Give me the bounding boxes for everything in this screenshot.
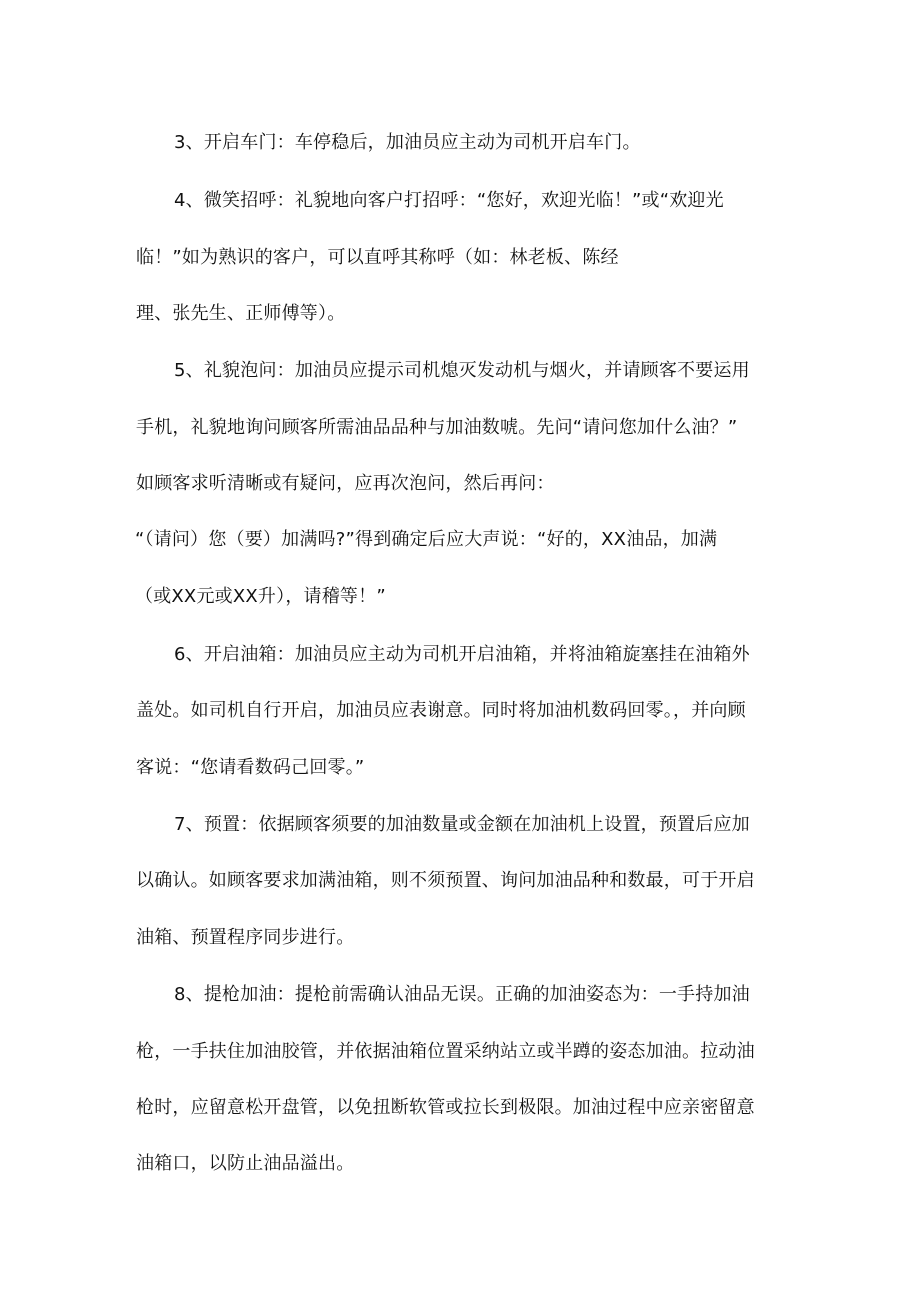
paragraph-5-line-2: 手机，礼貌地询问顾客所需油品品种与加油数唬。先问“请问您加什么油？” bbox=[136, 417, 738, 438]
paragraph-7-line-3: 油箱、预置程序同步进行。 bbox=[136, 927, 355, 948]
paragraph-4-line-1: 4、微笑招呼：礼貌地向客户打招呼：“您好，欢迎光临！”或“欢迎光 bbox=[174, 190, 724, 211]
paragraph-4-line-3: 理、张先生、正师傅等）。 bbox=[136, 303, 346, 324]
paragraph-7-line-1: 7、预置：依据顾客须要的加油数量或金额在加油机上设置，预置后应加 bbox=[174, 814, 750, 835]
paragraph-8-line-3: 枪时，应留意松开盘管，以免扭断软管或拉长到极限。加油过程中应亲密留意 bbox=[136, 1097, 755, 1118]
paragraph-4-line-2: 临！”如为熟识的客户，可以直呼其称呼（如：林老板、陈经 bbox=[136, 247, 619, 268]
paragraph-5-line-5: （或XX元或XX升），请稽等！” bbox=[135, 586, 386, 607]
paragraph-6-line-2: 盖处。如司机自行开启，加油员应表谢意。同时将加油机数码回零。，并向顾 bbox=[136, 700, 746, 721]
paragraph-8-line-2: 枪，一手扶住加油胶管，并依据油箱位置采纳站立或半蹲的姿态加油。拉动油 bbox=[136, 1041, 755, 1062]
paragraph-5-line-1: 5、礼貌泡问：加油员应提示司机熄灭发动机与烟火，并请顾客不要运用 bbox=[174, 360, 750, 381]
paragraph-8-line-1: 8、提枪加油：提枪前需确认油品无误。正确的加油姿态为：一手持加油 bbox=[174, 984, 750, 1005]
paragraph-5-line-4: “（请问）您（要）加满吗?”得到确定后应大声说：“好的，XX油品，加满 bbox=[135, 529, 718, 550]
paragraph-6-line-1: 6、开启油箱：加油员应主动为司机开启油箱，并将油箱旋塞挂在油箱外 bbox=[174, 644, 750, 665]
paragraph-8-line-4: 油箱口，以防止油品溢出。 bbox=[136, 1153, 355, 1174]
paragraph-5-line-3: 如顾客求听清晰或有疑问，应再次泡问，然后再问： bbox=[136, 473, 555, 494]
paragraph-7-line-2: 以确认。如顾客要求加满油箱，则不须预置、询问加油品种和数最，可于开启 bbox=[136, 870, 755, 891]
paragraph-3-line-1: 3、开启车门：车停稳后，加油员应主动为司机开启车门。 bbox=[174, 132, 641, 153]
paragraph-6-line-3: 客说：“您请看数码己回零。” bbox=[136, 757, 365, 778]
